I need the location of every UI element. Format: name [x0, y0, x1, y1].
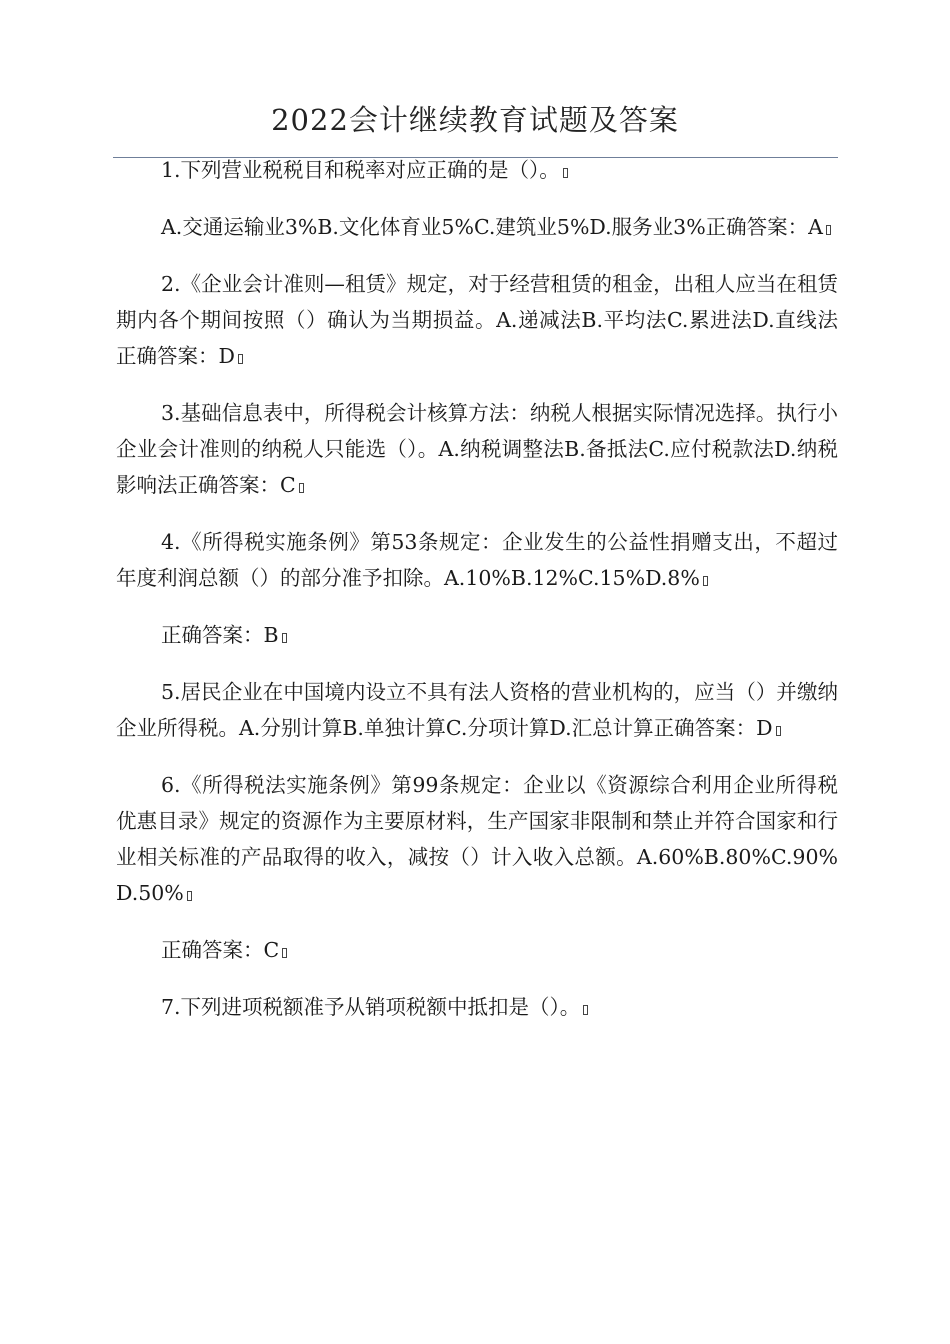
document-body: [116, 152, 838, 1046]
question-4: [116, 524, 838, 596]
question-1: [116, 152, 838, 188]
paragraph-mark-icon: [282, 948, 287, 958]
answer-6: [116, 932, 838, 968]
paragraph-mark-icon: [826, 225, 831, 235]
paragraph-text: 正确答案：B: [161, 623, 279, 647]
paragraph-mark-icon: [299, 483, 304, 493]
page-title: 2022会计继续教育试题及答案: [271, 103, 679, 137]
paragraph-mark-icon: [187, 891, 192, 901]
paragraph-mark-icon: [776, 726, 781, 736]
paragraph-mark-icon: [563, 168, 568, 178]
paragraph-text: 4.《所得税实施条例》第53条规定：企业发生的公益性捐赠支出，不超过年度利润总额（）的部分准予扣除。A.10%B.12%C.15%D.8%: [116, 530, 838, 590]
paragraph-mark-icon: [703, 576, 708, 586]
question-2: [116, 266, 838, 374]
paragraph-mark-icon: [238, 354, 243, 364]
question-6: [116, 767, 838, 911]
paragraph-text: 3.基础信息表中，所得税会计核算方法：纳税人根据实际情况选择。执行小企业会计准则的纳税人只能选（）。A.纳税调整法B.备抵法C.应付税款法D.纳税影响法正确答案：C: [116, 401, 838, 497]
paragraph-text: 5.居民企业在中国境内设立不具有法人资格的营业机构的，应当（）并缴纳企业所得税。A.分别计算B.单独计算C.分项计算D.汇总计算正确答案：D: [116, 680, 838, 740]
question-3: [116, 395, 838, 503]
paragraph-text: 正确答案：C: [161, 938, 280, 962]
question-5: [116, 674, 838, 746]
question-1-options: [116, 209, 838, 245]
paragraph-mark-icon: [282, 633, 287, 643]
paragraph-text: 6.《所得税法实施条例》第99条规定：企业以《资源综合利用企业所得税优惠目录》规定的资源作为主要原材料，生产国家非限制和禁止并符合国家和行业相关标准的产品取得的收入，减按（）计入收入总额。A.60%B.80%C.90%D.50%: [116, 773, 838, 905]
paragraph-text: 1.下列营业税税目和税率对应正确的是（）。: [161, 158, 560, 182]
question-7: [116, 989, 838, 1025]
paragraph-mark-icon: [583, 1005, 588, 1015]
paragraph-text: 2.《企业会计准则—租赁》规定，对于经营租赁的租金，出租人应当在租赁期内各个期间按照（）确认为当期损益。A.递减法B.平均法C.累进法D.直线法正确答案：D: [116, 272, 838, 368]
answer-4: [116, 617, 838, 653]
paragraph-text: A.交通运输业3%B.文化体育业5%C.建筑业5%D.服务业3%正确答案：A: [161, 215, 823, 239]
paragraph-text: 7.下列进项税额准予从销项税额中抵扣是（）。: [161, 995, 581, 1019]
